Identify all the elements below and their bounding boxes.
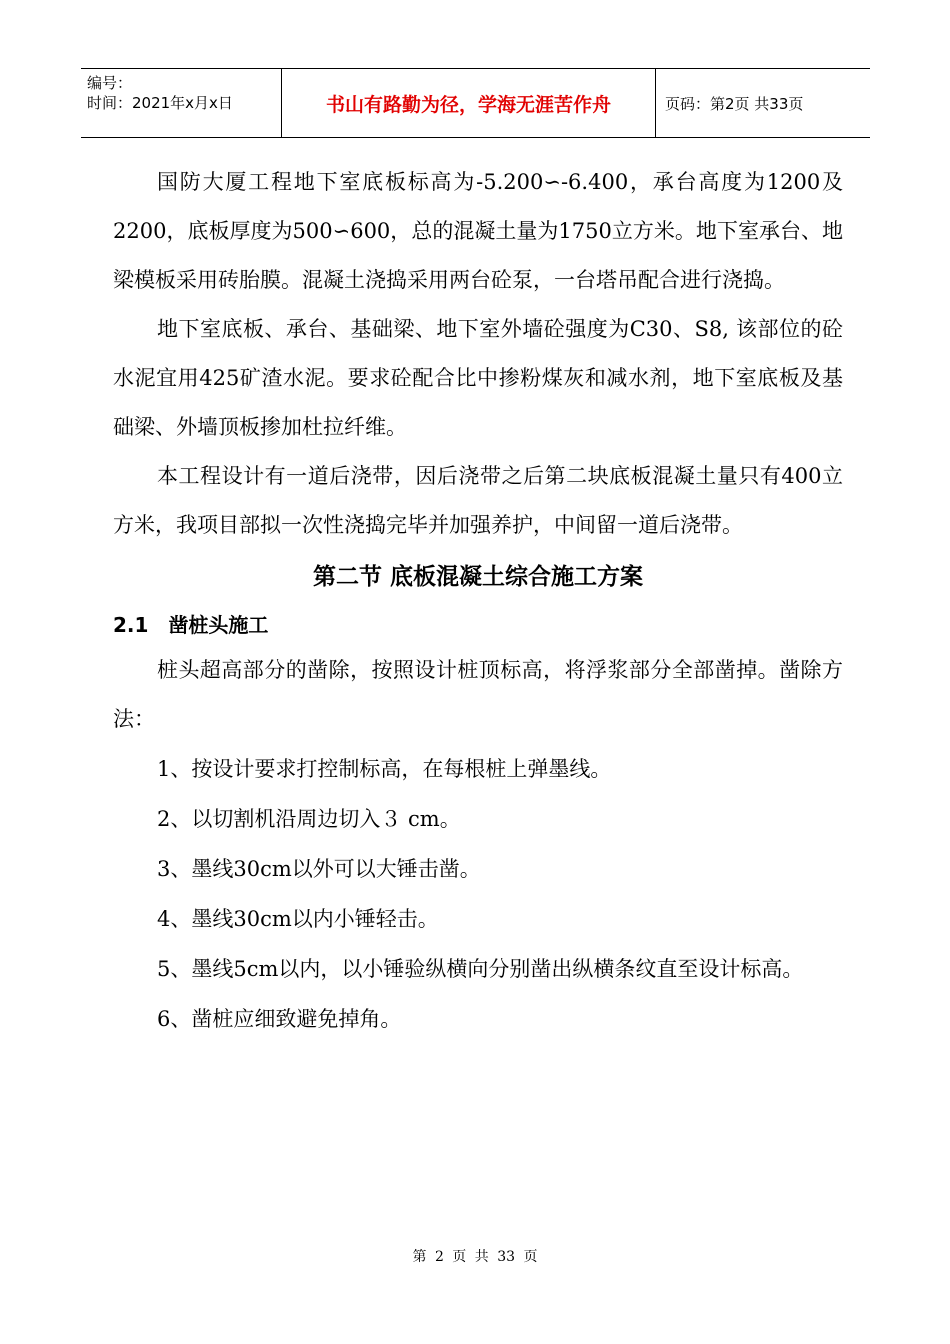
page-footer: 第 2 页 共 33 页 xyxy=(412,1249,538,1265)
section-title: 第二节 底板混凝土综合施工方案 xyxy=(312,564,643,590)
list-item: 5、墨线5cm以内，以小锤验纵横向分别凿出纵横条纹直至设计标高。 xyxy=(157,957,804,981)
body-paragraph: 国防大厦工程地下室底板标高为-5.200∽-6.400，承台高度为1200及2200，底板厚度为500∽600，总的混凝土量为1750立方米。地下室承台、地梁模板采用砖胎膜。混凝土浇捣采用两台砼泵，一台塔吊配合进行浇捣。 xyxy=(113,170,843,292)
intro-paragraph: 桩头超高部分的凿除，按照设计桩顶标高，将浮浆部分全部凿掉。凿除方法： xyxy=(113,658,843,731)
document-number-label: 编号： xyxy=(87,74,133,92)
document-date: 时间：2021年x月x日 xyxy=(87,94,233,112)
body-paragraph: 本工程设计有一道后浇带，因后浇带之后第二块底板混凝土量只有400立方米，我项目部拟一次性浇捣完毕并加强养护，中间留一道后浇带。 xyxy=(113,464,843,537)
list-item: 4、墨线30cm以内小锤轻击。 xyxy=(157,907,439,931)
subsection-heading xyxy=(113,604,843,646)
subsection-title: 凿桩头施工 xyxy=(168,613,269,637)
document-body xyxy=(113,158,843,1044)
subsection-number: 2.1 xyxy=(113,613,149,637)
header-page-info: 页码：第2页 共33页 xyxy=(665,94,804,113)
list-item: 6、凿桩应细致避免掉角。 xyxy=(157,1007,402,1031)
header-motto: 书山有路勤为径，学海无涯苦作舟 xyxy=(282,69,656,137)
header-meta xyxy=(81,69,282,137)
page-header xyxy=(81,68,870,138)
list-item: 1、按设计要求打控制标高，在每根桩上弹墨线。 xyxy=(157,757,612,781)
list-item: 3、墨线30cm以外可以大锤击凿。 xyxy=(157,857,481,881)
list-item: 2、以切割机沿周边切入３ cm。 xyxy=(157,807,461,831)
body-paragraph: 地下室底板、承台、基础梁、地下室外墙砼强度为C30、S8, 该部位的砼水泥宜用425矿渣水泥。要求砼配合比中掺粉煤灰和减水剂，地下室底板及基础梁、外墙顶板掺加杜拉纤维。 xyxy=(113,317,843,439)
